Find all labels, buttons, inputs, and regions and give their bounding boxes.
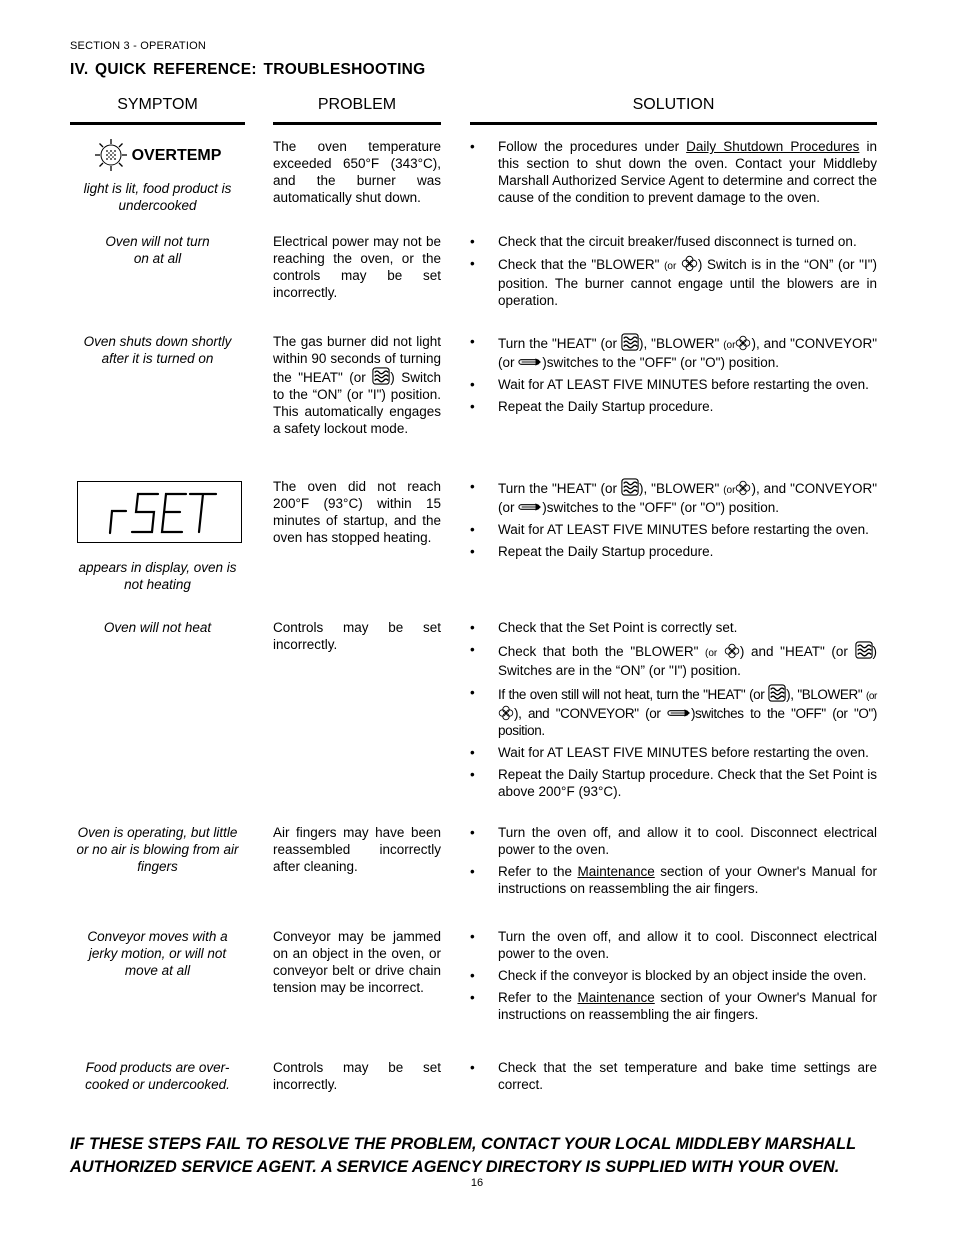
solution-item: • Wait for AT LEAST FIVE MINUTES before restarting the oven.: [470, 522, 869, 537]
problem-cell: Conveyor may be jammed on an object in the oven, or conveyor belt or drive chain tension may be incorrect.: [273, 929, 441, 995]
solution-item: • Repeat the Daily Startup procedure. Check that the Set Point is above 200°F (93°C).: [470, 767, 877, 799]
link-maintenance: Maintenance: [577, 990, 655, 1005]
problem-cell: The oven temperature exceeded 650°F (343°C), and the burner was automatically shut down.: [273, 139, 441, 205]
solution-cell: [470, 824, 877, 902]
display-text: ET: [0, 387, 2, 388]
solution-item: • Check that the Set Point is correctly set.: [470, 620, 738, 635]
conveyor-icon: [518, 502, 542, 512]
problem-cell: The oven did not reach 200°F (93°C) within 15 minutes of startup, and the oven has stopped heating.: [273, 479, 441, 545]
solution-cell: [470, 333, 877, 420]
solution-item: • Turn the oven off, and allow it to cool. Disconnect electrical power to the oven.: [470, 825, 877, 857]
problem-cell: Electrical power may not be reaching the oven, or the controls may be set incorrectly.: [273, 234, 441, 300]
solution-item: • Refer to the Maintenance section of your Owner's Manual for instructions on reassembling the air fingers.: [470, 990, 877, 1022]
symptom-text: Conveyor moves with a jerky motion, or will not move at all: [87, 929, 228, 978]
solution-item: • Wait for AT LEAST FIVE MINUTES before restarting the oven.: [470, 377, 869, 392]
blower-fan-icon: [498, 705, 514, 721]
column-header-solution: SOLUTION: [632, 96, 715, 113]
solution-cell: [470, 233, 877, 314]
solution-item: • Turn the "HEAT" (or ), "BLOWER" (or ), and "CONVEYOR" (or )switches to the "OFF" (or "O") position.: [470, 334, 877, 370]
problem-cell: The gas burner did not light within 90 seconds of turning the "HEAT" (or ) Switch to the “ON” (or "I") position. This automatically engages a safety lockout mode.: [273, 334, 441, 436]
solution-cell: [470, 619, 877, 805]
blower-fan-icon: [735, 480, 751, 496]
solution-cell: [470, 1059, 877, 1098]
symptom-cell: [0, 387, 245, 593]
footer-warning: IF THESE STEPS FAIL TO RESOLVE THE PROBLEM, CONTACT YOUR LOCAL MIDDLEBY MARSHALL AUTHORIZED SERVICE AGENT. A SERVICE AGENCY DIRECTORY IS SUPPLIED WITH YOUR OVEN.: [70, 1135, 856, 1176]
blower-fan-icon: [735, 335, 751, 351]
solution-item: • Repeat the Daily Startup procedure.: [470, 399, 714, 414]
conveyor-icon: [667, 708, 691, 718]
link-daily-shutdown: Daily Shutdown Procedures: [686, 139, 860, 154]
solution-item: • Check that the set temperature and bake time settings are correct.: [470, 1060, 877, 1092]
symptom-cell: [70, 138, 245, 214]
page-number: 16: [470, 1177, 484, 1189]
solution-cell: [470, 138, 877, 211]
symptom-text: appears in display, oven is not heating: [78, 560, 237, 592]
solution-item: • Check that both the "BLOWER" (or ) and "HEAT" (or ) Switches are in the “ON” (or "I") position.: [470, 642, 877, 678]
link-maintenance: Maintenance: [577, 864, 655, 879]
heat-icon: [372, 367, 390, 385]
symptom-text: Oven is operating, but little or no air is blowing from air fingers: [76, 825, 239, 874]
blower-fan-icon: [681, 255, 698, 272]
solution-item: • Refer to the Maintenance section of your Owner's Manual for instructions on reassembling the air fingers.: [470, 864, 877, 896]
problem-cell: Controls may be set incorrectly.: [273, 620, 441, 652]
solution-item: • Follow the procedures under Daily Shutdown Procedures in this section to shut down the oven. Contact your Middleby Marshall Authorized Service Agent to determine and correct the cause of the condition to prevent damage to the oven.: [470, 139, 877, 205]
solution-item: • Turn the "HEAT" (or ), "BLOWER" (or ), and "CONVEYOR" (or )switches to the "OFF" (or "O") position.: [470, 479, 877, 515]
heat-icon: [768, 684, 786, 702]
column-rule-solution: [470, 122, 877, 125]
symptom-text: Food products are over-cooked or undercooked.: [85, 1060, 230, 1092]
overtemp-light-icon: [94, 138, 128, 172]
solution-item: • Turn the oven off, and allow it to cool. Disconnect electrical power to the oven.: [470, 929, 877, 961]
symptom-text: Oven will not heat: [103, 620, 212, 635]
column-header-problem: PROBLEM: [317, 96, 397, 113]
solution-item: • Check if the conveyor is blocked by an object inside the oven.: [470, 968, 867, 983]
page-title: IV. QUICK REFERENCE: TROUBLESHOOTING: [70, 61, 426, 78]
heat-icon: [855, 641, 873, 659]
blower-fan-icon: [724, 643, 740, 659]
problem-cell: Controls may be set incorrectly.: [273, 1060, 441, 1092]
heat-icon: [621, 478, 639, 496]
solution-item: • Check that the "BLOWER" (or ) Switch is in the “ON” (or "I") position. The burner cannot engage until the blowers are in operation.: [470, 256, 877, 308]
symptom-text: Oven shuts down shortly after it is turned on: [83, 334, 232, 366]
problem-cell: Air fingers may have been reassembled incorrectly after cleaning.: [273, 825, 441, 874]
heat-icon: [621, 333, 639, 351]
solution-item: • Wait for AT LEAST FIVE MINUTES before restarting the oven.: [470, 745, 869, 760]
overtemp-badge: OVERTEMP: [131, 146, 222, 164]
section-label: SECTION 3 - OPERATION: [70, 40, 207, 52]
solution-cell: [470, 478, 877, 565]
solution-item: • Repeat the Daily Startup procedure.: [470, 544, 714, 559]
control-display: [0, 387, 242, 543]
symptom-text: light is lit, food product is undercooked: [83, 181, 232, 213]
column-header-symptom: SYMPTOM: [117, 96, 198, 113]
conveyor-icon: [518, 357, 542, 367]
overtemp-indicator: [70, 140, 245, 170]
symptom-text: Oven will not turn on at all: [105, 234, 210, 266]
display-readout: [0, 387, 220, 537]
solution-item: • If the oven still will not heat, turn the "HEAT" (or ), "BLOWER" (or), and "CONVEYOR" (or )switches to the "OFF" (or "O") position.: [470, 685, 877, 738]
solution-cell: [470, 928, 877, 1028]
solution-item: • Check that the circuit breaker/fused disconnect is turned on.: [470, 234, 857, 249]
column-rule-symptom: [70, 122, 245, 125]
column-rule-problem: [273, 122, 441, 125]
